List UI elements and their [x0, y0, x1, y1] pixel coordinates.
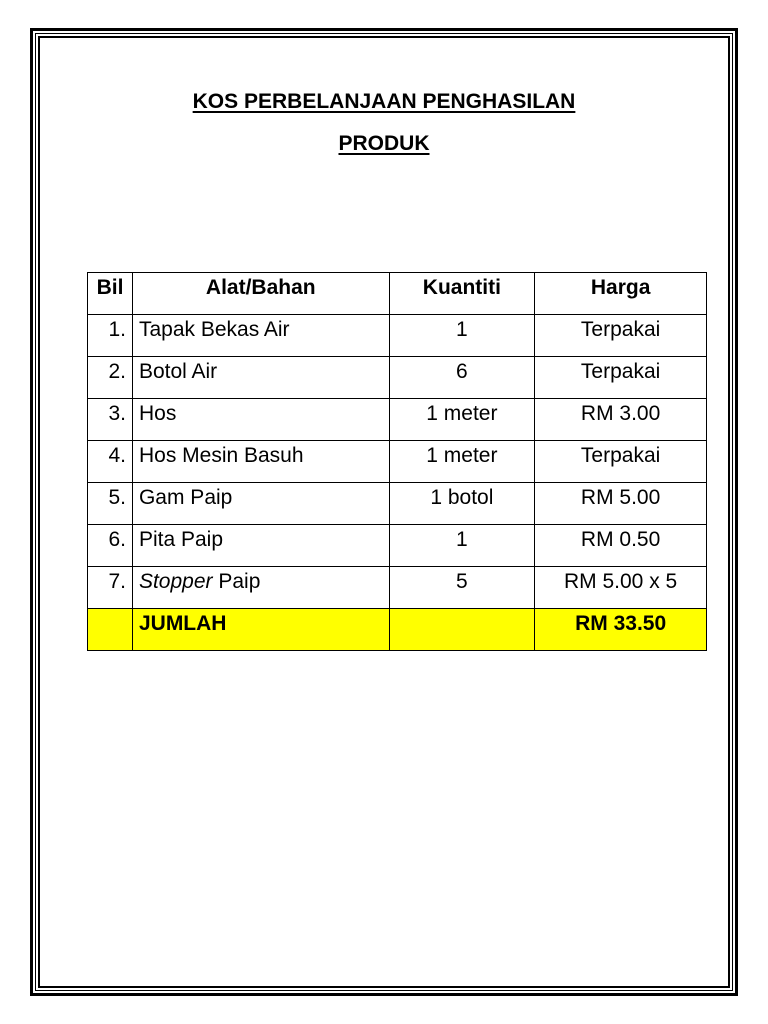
table-row: [88, 567, 707, 609]
table-row: [88, 399, 707, 441]
row-price: RM 3.00: [535, 399, 707, 441]
row-item: Gam Paip: [132, 483, 389, 525]
row-number: 2.: [88, 357, 133, 399]
header-price: Harga: [535, 273, 707, 315]
table-row: [88, 525, 707, 567]
row-quantity: 5: [389, 567, 535, 609]
row-price: Terpakai: [535, 441, 707, 483]
row-price: Terpakai: [535, 357, 707, 399]
row-number: 3.: [88, 399, 133, 441]
document-title-line-1: KOS PERBELANJAAN PENGHASILAN: [192, 90, 576, 113]
row-item-italic: Stopper: [138, 570, 213, 593]
table-row: [88, 357, 707, 399]
header-quantity: Kuantiti: [389, 273, 535, 315]
row-item: Tapak Bekas Air: [132, 315, 389, 357]
total-empty-bil: [88, 609, 133, 651]
header-bil: Bil: [88, 273, 133, 315]
cost-table: [87, 272, 707, 651]
row-item: Pita Paip: [132, 525, 389, 567]
row-quantity: 1 meter: [389, 441, 535, 483]
total-label: JUMLAH: [132, 609, 389, 651]
row-number: 6.: [88, 525, 133, 567]
row-quantity: 6: [389, 357, 535, 399]
total-price: RM 33.50: [535, 609, 707, 651]
total-row: [88, 609, 707, 651]
row-quantity: 1: [389, 525, 535, 567]
table-row: [88, 483, 707, 525]
row-number: 5.: [88, 483, 133, 525]
table-row: [88, 441, 707, 483]
row-item-rest: Paip: [212, 570, 261, 593]
row-item: Hos: [132, 399, 389, 441]
table-row: [88, 315, 707, 357]
row-quantity: 1 meter: [389, 399, 535, 441]
row-item: Hos Mesin Basuh: [132, 441, 389, 483]
row-number: 1.: [88, 315, 133, 357]
row-price: Terpakai: [535, 315, 707, 357]
header-item: Alat/Bahan: [132, 273, 389, 315]
row-quantity: 1: [389, 315, 535, 357]
total-empty-quantity: [389, 609, 535, 651]
row-quantity: 1 botol: [389, 483, 535, 525]
table-header-row: [88, 273, 707, 315]
row-item: Botol Air: [132, 357, 389, 399]
row-price: RM 0.50: [535, 525, 707, 567]
row-price: RM 5.00: [535, 483, 707, 525]
row-price: RM 5.00 x 5: [535, 567, 707, 609]
row-number: 4.: [88, 441, 133, 483]
document-title-line-2: PRODUK: [338, 132, 430, 155]
row-item: [132, 567, 389, 609]
row-number: 7.: [88, 567, 133, 609]
